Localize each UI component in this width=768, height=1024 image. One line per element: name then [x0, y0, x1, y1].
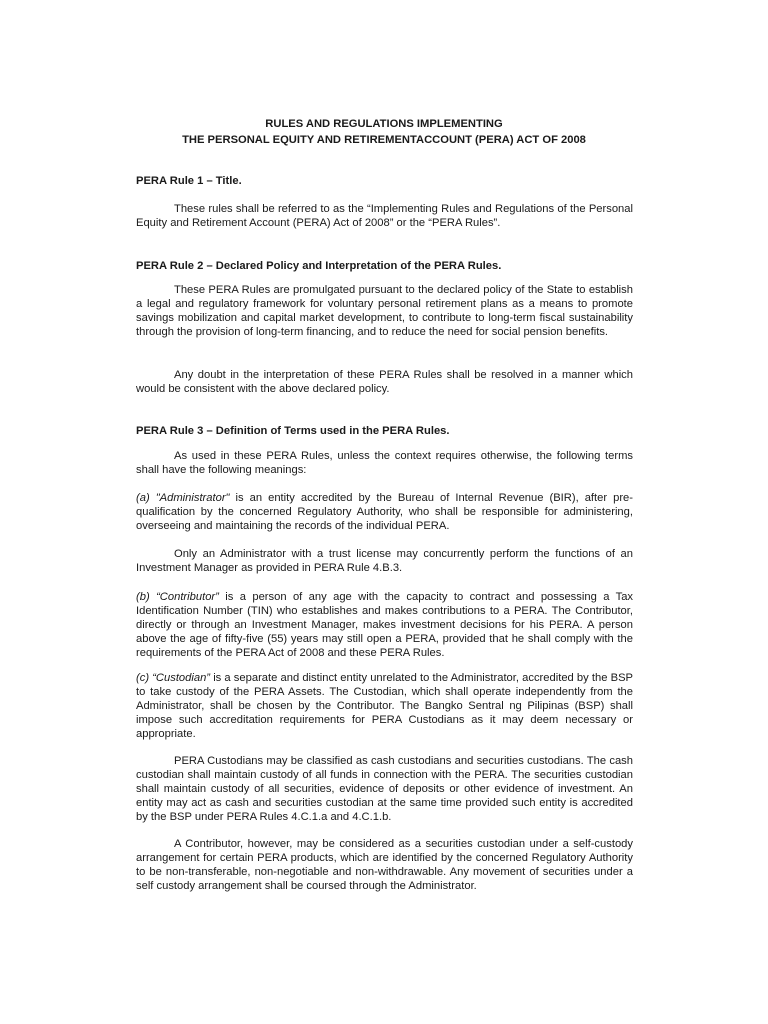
definition-administrator — [136, 492, 633, 534]
term-custodian: (c) “Custodian” — [136, 672, 211, 684]
definition-contributor-text: is a person of any age with the capacity to contract and possessing a Tax Identification Number (TIN) who establishes and makes contributions to a PERA. The Contributor, directly or through an Investment Manager, makes investment decisions for his PERA. A person above the age of fifty-five (55) years may still open a PERA, provided that he shall comply with the requirements of the PERA Act of 2008 and these PERA Rules. — [136, 591, 634, 659]
term-contributor: (b) “Contributor” — [136, 591, 219, 603]
rule-2-paragraph-1: These PERA Rules are promulgated pursuant to the declared policy of the State to establish a legal and regulatory framework for voluntary personal retirement plans as a means to promote savings mobilization and capital market development, to contribute to long-term fiscal sustainability through the provision of long-term financing, and to reduce the need for social pension benefits. — [136, 284, 633, 338]
rule-3-heading: PERA Rule 3 – Definition of Terms used in the PERA Rules. — [136, 425, 450, 437]
administrator-note: Only an Administrator with a trust license may concurrently perform the functions of an Investment Manager as provided in PERA Rule 4.B.3. — [136, 548, 633, 574]
term-administrator: (a) "Administrator" — [136, 492, 230, 504]
document-title — [0, 116, 768, 148]
title-line-1: RULES AND REGULATIONS IMPLEMENTING — [265, 118, 503, 130]
definition-administrator-text: is an entity accredited by the Bureau of Internal Revenue (BIR), after pre-qualification by the concerned Regulatory Authority, who shall be responsible for administering, overseeing and maintaining the records of the individual PERA. — [136, 492, 633, 532]
title-line-2: THE PERSONAL EQUITY AND RETIREMENTACCOUNT (PERA) ACT OF 2008 — [182, 134, 586, 146]
rule-1-paragraph: These rules shall be referred to as the “Implementing Rules and Regulations of the Personal Equity and Retirement Account (PERA) Act of 2008” or the “PERA Rules”. — [136, 203, 633, 229]
rule-1-heading: PERA Rule 1 – Title. — [136, 175, 242, 187]
rule-3-intro: As used in these PERA Rules, unless the context requires otherwise, the following terms shall have the following meanings: — [136, 450, 633, 476]
rule-2-heading: PERA Rule 2 – Declared Policy and Interpretation of the PERA Rules. — [136, 260, 502, 272]
custodian-note-1: PERA Custodians may be classified as cash custodians and securities custodians. The cash custodian shall maintain custody of all funds in connection with the PERA. The securities custodian shall maintain custody of all securities, evidence of deposits or other evidence of investment. An entity may act as cash and securities custodian at the same time provided such entity is accredited by the BSP under PERA Rules 4.C.1.a and 4.C.1.b. — [136, 755, 633, 823]
definition-custodian-text: is a separate and distinct entity unrelated to the Administrator, accredited by the BSP to take custody of the PERA Assets. The Custodian, which shall operate independently from the Administrator, shall be chosen by the Contributor. The Bangko Sentral ng Pilipinas (BSP) shall impose such accreditation requirements for PERA Custodians as it may deem necessary or appropriate. — [136, 672, 633, 740]
custodian-note-2: A Contributor, however, may be considered as a securities custodian under a self-custody arrangement for certain PERA products, which are identified by the concerned Regulatory Authority to be non-transferable, non-negotiable and non-withdrawable. Any movement of securities under a self custody arrangement shall be coursed through the Administrator. — [136, 838, 633, 892]
definition-custodian — [136, 672, 633, 742]
definition-contributor — [136, 591, 633, 661]
rule-2-paragraph-2: Any doubt in the interpretation of these PERA Rules shall be resolved in a manner which would be consistent with the above declared policy. — [136, 369, 633, 395]
